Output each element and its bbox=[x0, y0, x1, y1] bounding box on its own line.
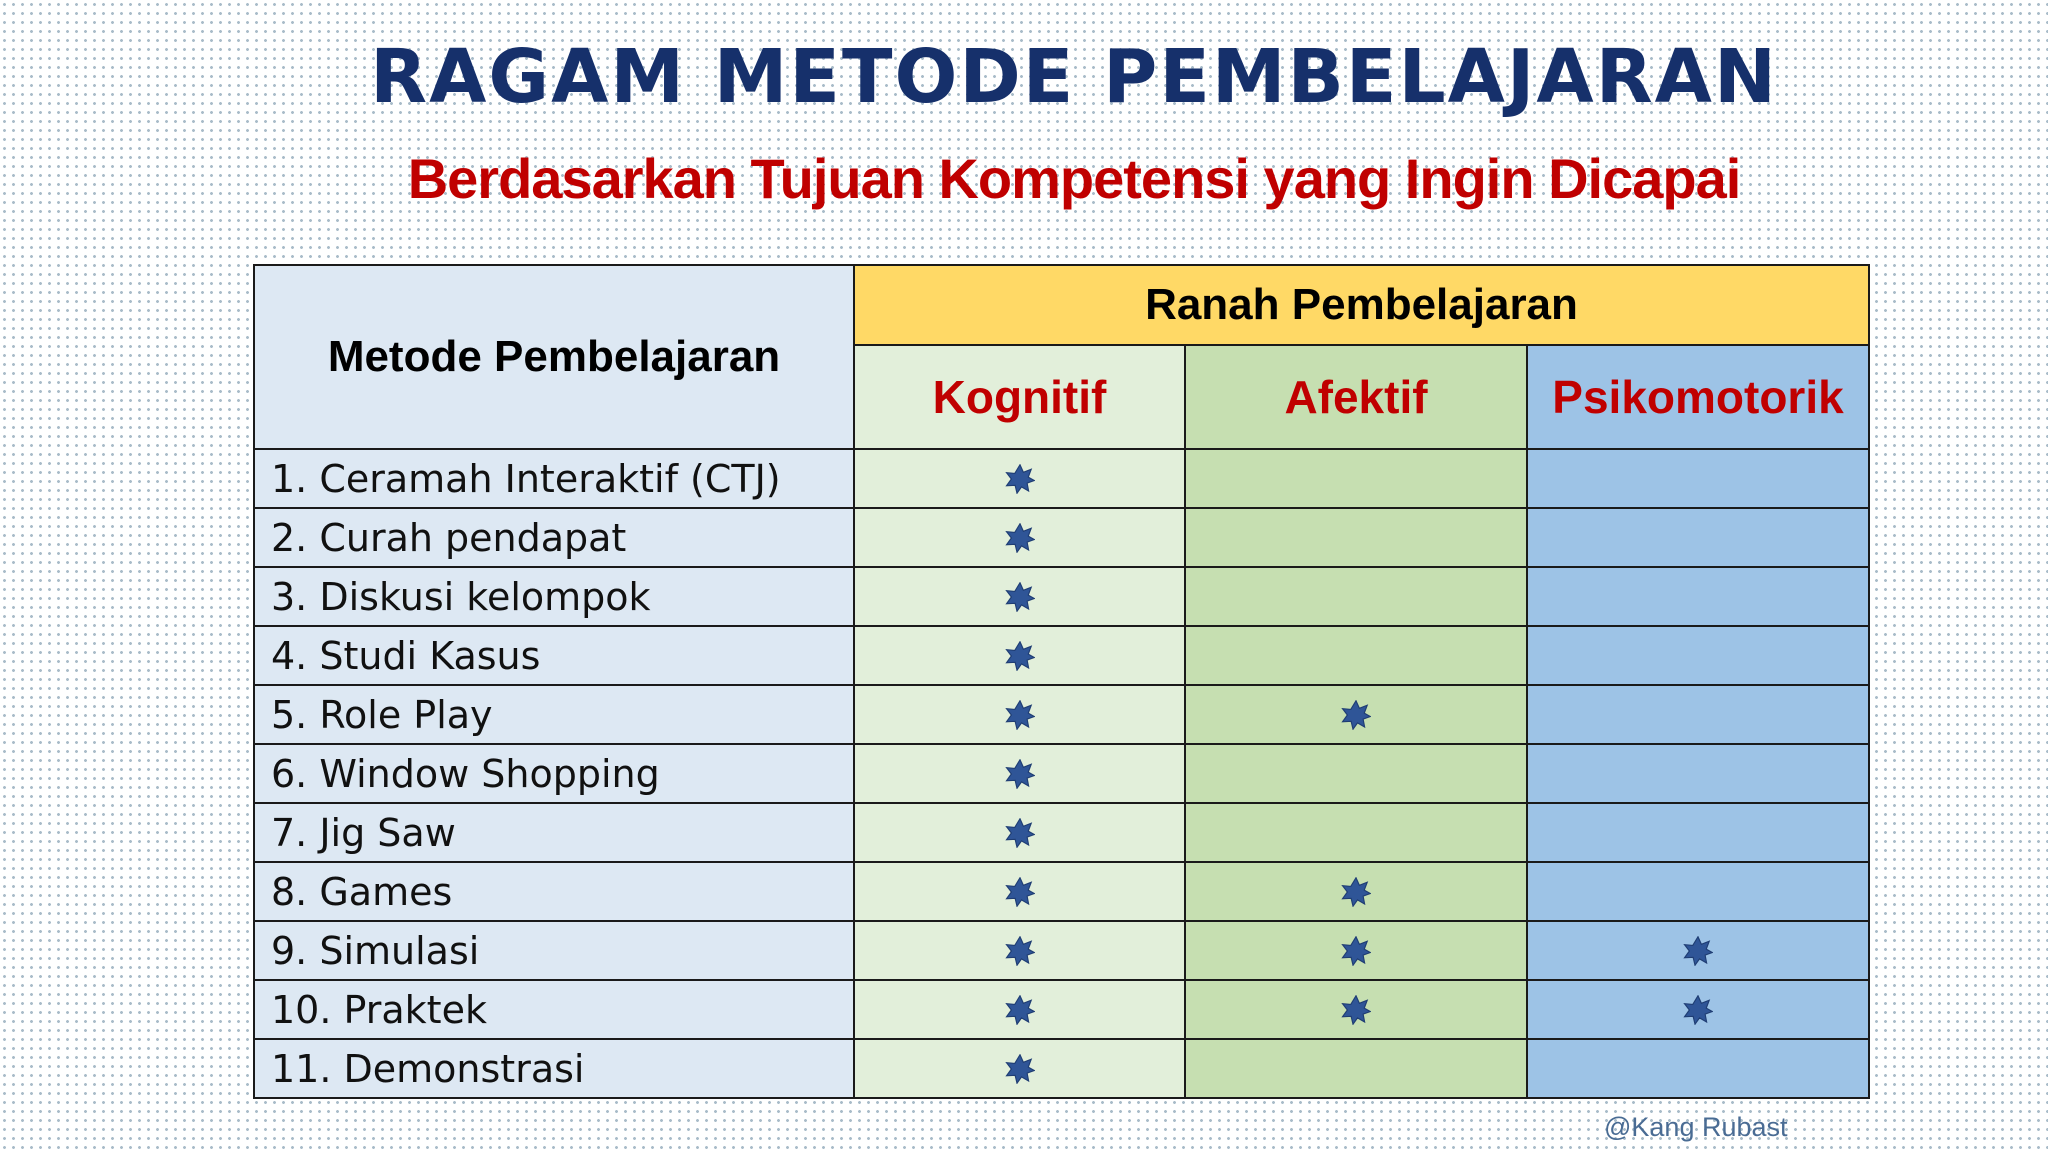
method-label: 3. Diskusi kelompok bbox=[254, 567, 854, 626]
method-label: 4. Studi Kasus bbox=[254, 626, 854, 685]
mark-cell-kognitif bbox=[854, 685, 1185, 744]
mark-cell-psikomotorik bbox=[1527, 626, 1869, 685]
star-icon bbox=[1005, 641, 1035, 671]
star-icon bbox=[1005, 877, 1035, 907]
method-label: 7. Jig Saw bbox=[254, 803, 854, 862]
domain-group-header: Ranah Pembelajaran bbox=[854, 265, 1869, 345]
mark-cell-kognitif bbox=[854, 508, 1185, 567]
table-row bbox=[254, 1039, 1869, 1098]
mark-cell-psikomotorik bbox=[1527, 921, 1869, 980]
mark-cell-afektif bbox=[1185, 449, 1527, 508]
mark-cell-afektif bbox=[1185, 862, 1527, 921]
page-subtitle: Berdasarkan Tujuan Kompetensi yang Ingin Dicapai bbox=[407, 147, 1741, 210]
table-row bbox=[254, 508, 1869, 567]
mark-cell-afektif bbox=[1185, 744, 1527, 803]
mark-cell-psikomotorik bbox=[1527, 567, 1869, 626]
watermark: @Kang Rubast bbox=[1604, 1112, 1788, 1142]
mark-cell-psikomotorik bbox=[1527, 449, 1869, 508]
table-row bbox=[254, 862, 1869, 921]
mark-cell-afektif bbox=[1185, 1039, 1527, 1098]
mark-cell-afektif bbox=[1185, 980, 1527, 1039]
method-label: 2. Curah pendapat bbox=[254, 508, 854, 567]
star-icon bbox=[1341, 877, 1371, 907]
method-column-header: Metode Pembelajaran bbox=[254, 265, 854, 449]
mark-cell-psikomotorik bbox=[1527, 980, 1869, 1039]
mark-cell-psikomotorik bbox=[1527, 803, 1869, 862]
star-icon bbox=[1005, 1054, 1035, 1084]
star-icon bbox=[1683, 936, 1713, 966]
star-icon bbox=[1005, 464, 1035, 494]
column-header-kognitif: Kognitif bbox=[854, 345, 1185, 449]
table-row bbox=[254, 980, 1869, 1039]
star-icon bbox=[1341, 936, 1371, 966]
mark-cell-kognitif bbox=[854, 862, 1185, 921]
page-title: RAGAM METODE PEMBELAJARAN bbox=[370, 34, 1778, 120]
star-icon bbox=[1005, 700, 1035, 730]
mark-cell-psikomotorik bbox=[1527, 685, 1869, 744]
star-icon bbox=[1005, 995, 1035, 1025]
method-label: 8. Games bbox=[254, 862, 854, 921]
mark-cell-afektif bbox=[1185, 567, 1527, 626]
mark-cell-kognitif bbox=[854, 1039, 1185, 1098]
mark-cell-kognitif bbox=[854, 567, 1185, 626]
table-row bbox=[254, 921, 1869, 980]
star-icon bbox=[1005, 936, 1035, 966]
method-label: 9. Simulasi bbox=[254, 921, 854, 980]
star-icon bbox=[1341, 700, 1371, 730]
table-row bbox=[254, 685, 1869, 744]
table-row bbox=[254, 449, 1869, 508]
mark-cell-kognitif bbox=[854, 921, 1185, 980]
mark-cell-psikomotorik bbox=[1527, 744, 1869, 803]
column-header-psikomotorik: Psikomotorik bbox=[1527, 345, 1869, 449]
method-label: 11. Demonstrasi bbox=[254, 1039, 854, 1098]
table-row bbox=[254, 626, 1869, 685]
star-icon bbox=[1341, 995, 1371, 1025]
table-row bbox=[254, 744, 1869, 803]
table-row bbox=[254, 803, 1869, 862]
mark-cell-kognitif bbox=[854, 626, 1185, 685]
mark-cell-psikomotorik bbox=[1527, 508, 1869, 567]
method-label: 5. Role Play bbox=[254, 685, 854, 744]
mark-cell-afektif bbox=[1185, 508, 1527, 567]
method-label: 6. Window Shopping bbox=[254, 744, 854, 803]
mark-cell-psikomotorik bbox=[1527, 862, 1869, 921]
mark-cell-kognitif bbox=[854, 449, 1185, 508]
star-icon bbox=[1005, 582, 1035, 612]
method-label: 10. Praktek bbox=[254, 980, 854, 1039]
mark-cell-kognitif bbox=[854, 980, 1185, 1039]
star-icon bbox=[1683, 995, 1713, 1025]
table-row bbox=[254, 567, 1869, 626]
mark-cell-kognitif bbox=[854, 744, 1185, 803]
methods-table bbox=[253, 264, 1870, 1099]
table-body bbox=[254, 449, 1869, 1098]
mark-cell-afektif bbox=[1185, 626, 1527, 685]
column-header-afektif: Afektif bbox=[1185, 345, 1527, 449]
mark-cell-kognitif bbox=[854, 803, 1185, 862]
mark-cell-afektif bbox=[1185, 921, 1527, 980]
mark-cell-psikomotorik bbox=[1527, 1039, 1869, 1098]
star-icon bbox=[1005, 818, 1035, 848]
star-icon bbox=[1005, 523, 1035, 553]
mark-cell-afektif bbox=[1185, 685, 1527, 744]
star-icon bbox=[1005, 759, 1035, 789]
method-label: 1. Ceramah Interaktif (CTJ) bbox=[254, 449, 854, 508]
mark-cell-afektif bbox=[1185, 803, 1527, 862]
